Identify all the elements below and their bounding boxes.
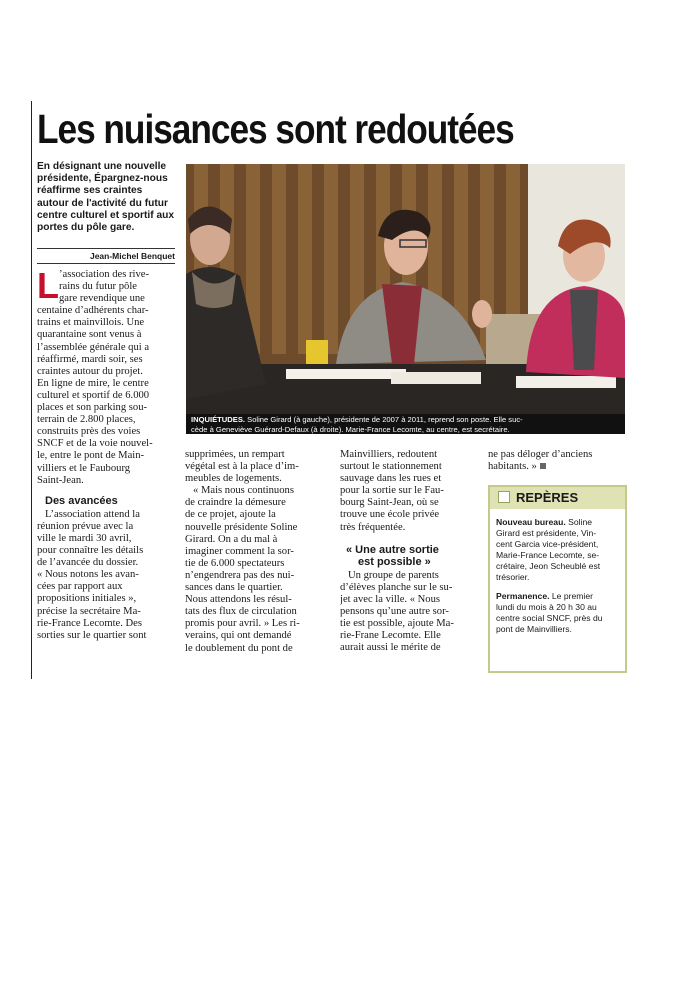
text-line: SNCF et de la voie nouvel- [37,438,153,450]
text-line: rains du futur pôle [59,281,137,293]
text-line: pensons qu’une autre sor- [340,606,449,618]
text-line: tie est possible, ajoute Ma- [340,618,454,630]
text-line: végétal est à la place d’im- [185,461,299,473]
text-line: réaffirmé, mardi soir, ses [37,353,143,365]
text-line: villiers et le Faubourg [37,462,131,474]
text-line: verains, qui ont demandé [185,630,292,642]
lede-line: autour de l'activité du futur [37,197,168,209]
text-line: le doublement du pont de [185,642,293,654]
subhead-des-avancees: Des avancées [45,494,118,507]
text-line: places et son parking sou- [37,402,148,414]
text-line: rie-Frane Lecomte. Elle [340,630,441,642]
text-line: culturel et sportif de 6.000 [37,389,150,401]
lede-line: réaffirme ses craintes [37,185,143,197]
lede-line: présidente, Épargnez-nous [37,173,168,185]
text-line: rie-France Lecomte. Des [37,617,143,629]
text-line: Saint-Jean. [37,474,84,486]
text-line: trouve une école privée [340,509,440,521]
text-line: supprimées, un rempart [185,449,285,460]
text-line: quarantaine sont venus à [37,329,142,341]
drop-cap: L [37,265,59,306]
subhead-autre-sortie: « Une autre sortie [346,543,439,556]
text-line: l’assemblée générale qui a [37,341,150,353]
text-line: trains et mainvillois. Une [37,317,145,329]
text-line: promis pour avril. » Les ri- [185,618,300,630]
text-line: aurait aussi le mérite de [340,642,441,654]
column-1 [37,265,177,642]
reperes-item1-line: Girard est présidente, Vin- [496,528,597,538]
lede-line: centre culturel et sportif aux [37,209,174,221]
reperes-item1-line: Soline [565,517,593,527]
text-line: centaine d’adhérents char- [37,305,149,317]
text-line: terrain de 2.800 places, [37,414,136,426]
text-line: très fréquentée. [340,521,406,533]
lede-line: portes du pôle gare. [37,222,135,234]
text-line: Mainvilliers, redoutent [340,449,438,460]
lede-line: En désignant une nouvelle [37,161,167,172]
text-line: sorties sur le quartier sont [37,629,147,641]
reperes-item1-label: Nouveau bureau. [496,517,566,527]
text-line: de l’avancée du dossier. [37,557,139,569]
left-column-rule [31,101,32,679]
reperes-item2-label: Permanence. [496,591,550,601]
text-line: tie de 6.000 spectateurs [185,557,285,569]
reperes-item2-line: centre social SNCF, près du [496,613,603,623]
text-line: cées par rapport aux [37,581,123,593]
reperes-item1-line: Marie-France Lecomte, se- [496,550,600,560]
text-line: tats des flux de circulation [185,606,297,618]
reperes-item1-line: cent Garcia vice-président, [496,539,599,549]
text-line: n’engendrera pas des nui- [185,569,295,581]
text-line: propositions initiales », [37,593,137,605]
text-line: L’association attend la [45,508,140,520]
text-line: ville le mardi 30 avril, [37,532,132,544]
reperes-body [490,509,625,635]
photo-caption [186,414,625,434]
lede [37,161,175,234]
text-line: ne pas déloger d’anciens [488,449,593,460]
text-line: surtout le stationnement [340,461,442,473]
text-line: de craindre la démesure [185,497,286,509]
reperes-box [488,485,627,673]
article-photo [186,164,625,414]
caption-line-1: Soline Girard (à gauche), présidente de 2007 à 2011, reprend son poste. Elle suc- [245,415,523,424]
text-line: ’association des rive- [59,269,150,280]
text-line: meubles de logements. [185,473,282,485]
reperes-header [490,487,625,509]
photo-illustration [186,164,625,414]
text-line: de ce projet, ajoute la [185,509,276,521]
byline: Jean-Michel Benquet [37,248,175,264]
text-line: « Mais nous continuons [193,485,294,497]
text-line: Un groupe de parents [348,569,439,581]
text-line: le, entre le pont de Main- [37,450,145,462]
subhead-autre-sortie-line2: est possible » [358,555,431,568]
text-line: imaginer comment la sor- [185,545,294,557]
text-line: « Nous notons les avan- [37,569,139,581]
text-line: sances dans le quartier. [185,582,283,594]
text-line: jet avec la ville. « Nous [340,594,441,606]
column-4 [488,449,628,473]
reperes-title: REPÈRES [516,490,579,505]
text-line: Nous attendons les résul- [185,594,292,606]
text-line: précise la secrétaire Ma- [37,605,141,617]
reperes-item2-line: Le premier [549,591,593,601]
text-line: sauvage dans les rues et [340,473,442,485]
text-line: pour la sortie sur le Fau- [340,485,444,497]
caption-line-2: cède à Geneviève Guérard-Defaux (à droite). Marie-France Lecomte, au centre, est secrétaire. [191,425,510,434]
caption-label: INQUIÉTUDES. [191,415,246,424]
reperes-item1-line: crétaire, Jeon Scheublé est [496,561,601,571]
text-line: habitants. » [488,461,537,473]
text-line: construits près des voies [37,426,141,438]
text-line: craintes autour du projet. [37,365,143,377]
headline: Les nuisances sont redoutées [37,106,514,152]
text-line: pour connaître les détails [37,545,144,557]
text-line: réunion prévue avec la [37,520,134,532]
text-line: d’élèves planche sur le su- [340,581,453,593]
reperes-item2-line: pont de Mainvilliers. [496,624,572,634]
text-line: Girard. On a du mal à [185,533,278,545]
square-icon [498,491,510,503]
column-3 [340,449,480,655]
text-line: En ligne de mire, le centre [37,377,149,389]
text-line: nouvelle présidente Soline [185,521,298,533]
text-line: bourg Saint-Jean, où se [340,497,439,509]
end-mark-icon [540,463,546,469]
text-line: gare revendique une [59,293,145,305]
reperes-item2-line: lundi du mois à 20 h 30 au [496,602,597,612]
column-2 [185,449,325,655]
reperes-item1-line: trésorier. [496,572,530,582]
